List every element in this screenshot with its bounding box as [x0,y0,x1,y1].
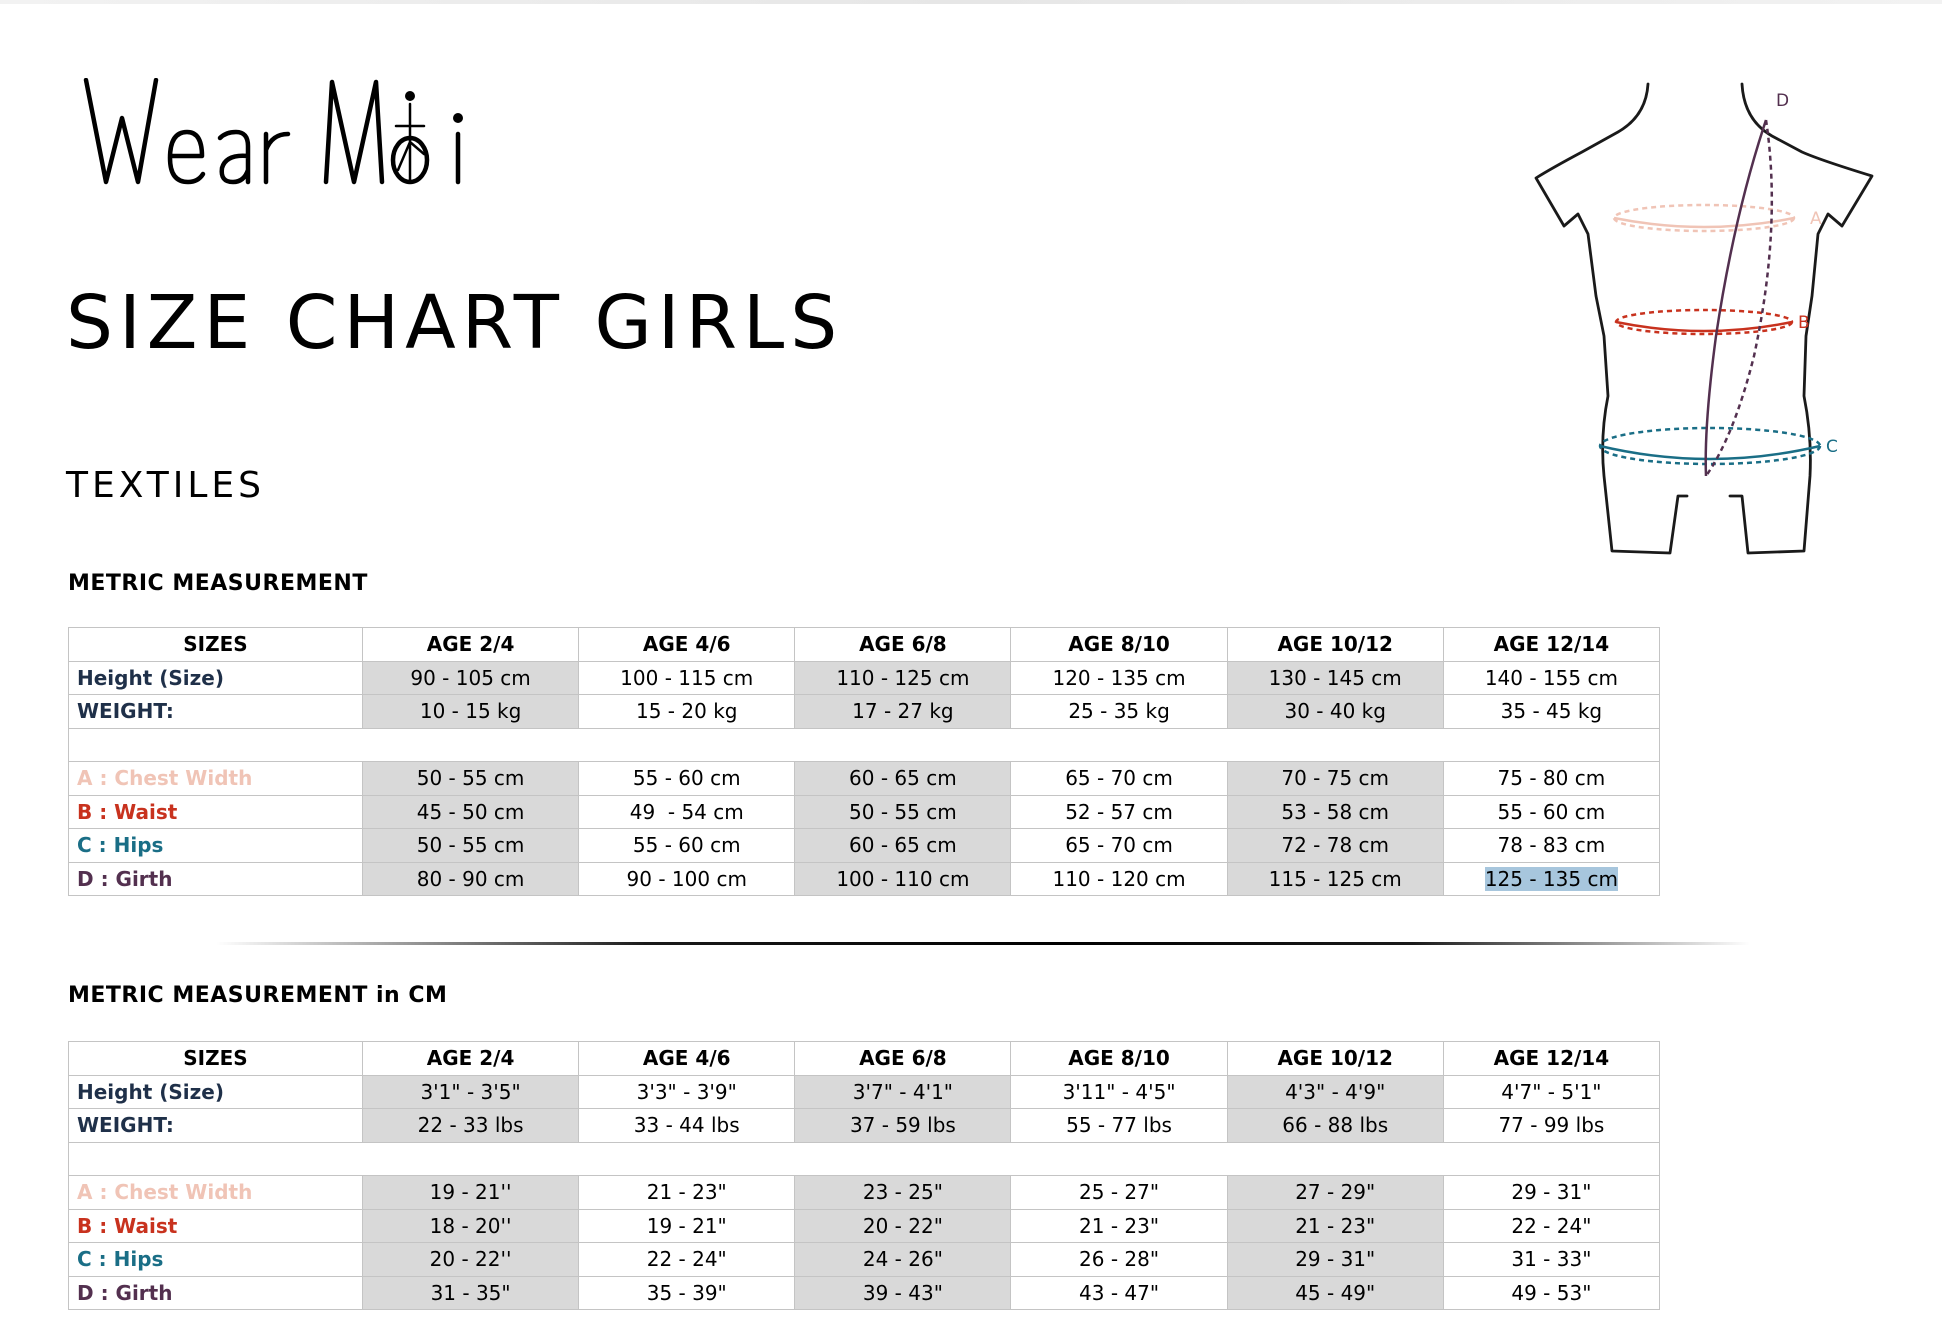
table-cell: 72 - 78 cm [1227,829,1443,863]
table-cell: 100 - 110 cm [795,862,1011,896]
table-cell: 100 - 115 cm [579,661,795,695]
table-cell: 17 - 27 kg [795,695,1011,729]
table-cell: 31 - 35" [363,1276,579,1310]
table-header-row [69,628,1660,662]
page-title: SIZE CHART GIRLS [66,280,844,366]
table-spacer-row [69,1142,1660,1176]
table-row [69,1276,1660,1310]
table-cell: 115 - 125 cm [1227,862,1443,896]
table-cell: 43 - 47" [1011,1276,1227,1310]
table-cell: 30 - 40 kg [1227,695,1443,729]
table-row [69,1176,1660,1210]
column-header: AGE 10/12 [1227,628,1443,662]
table-cell: 35 - 45 kg [1443,695,1659,729]
table-cell: 80 - 90 cm [363,862,579,896]
table-cell: 140 - 155 cm [1443,661,1659,695]
column-header: AGE 4/6 [579,1042,795,1076]
column-header: AGE 2/4 [363,628,579,662]
table-cell: 22 - 33 lbs [363,1109,579,1143]
table-cell: 20 - 22" [795,1209,1011,1243]
section-divider [216,942,1750,945]
category-title: TEXTILES [66,465,266,506]
table-cell: 60 - 65 cm [795,762,1011,796]
table-cell: 55 - 60 cm [1443,795,1659,829]
table-row [69,1243,1660,1277]
table-cell: 33 - 44 lbs [579,1109,795,1143]
table-cell: 110 - 120 cm [1011,862,1227,896]
figure-label-a: A [1810,209,1822,229]
table-cell: 49 - 54 cm [579,795,795,829]
table-cell: 22 - 24" [579,1243,795,1277]
table-cell: 65 - 70 cm [1011,829,1227,863]
table-cell: 15 - 20 kg [579,695,795,729]
row-label-girth: D : Girth [69,862,363,896]
table-header-row [69,1042,1660,1076]
table-row [69,862,1660,896]
table-cell: 19 - 21" [579,1209,795,1243]
table-cell: 65 - 70 cm [1011,762,1227,796]
table-cell: 10 - 15 kg [363,695,579,729]
table-spacer-row [69,728,1660,762]
table-cell: 55 - 60 cm [579,829,795,863]
column-header: AGE 8/10 [1011,628,1227,662]
table-cell: 26 - 28" [1011,1243,1227,1277]
table-row [69,1109,1660,1143]
column-header: SIZES [69,1042,363,1076]
table-cell: 19 - 21'' [363,1176,579,1210]
metric-size-table [68,627,1660,896]
brand-logo [80,78,480,188]
table-cell: 21 - 23" [579,1176,795,1210]
table-cell: 3'3" - 3'9" [579,1075,795,1109]
table-cell: 27 - 29" [1227,1176,1443,1210]
table-row [69,1209,1660,1243]
row-label-girth: D : Girth [69,1276,363,1310]
table-cell: 35 - 39" [579,1276,795,1310]
column-header: AGE 6/8 [795,1042,1011,1076]
table-cell: 3'11" - 4'5" [1011,1075,1227,1109]
imperial-table-heading: METRIC MEASUREMENT in CM [68,983,448,1008]
row-label-chest: A : Chest Width [69,1176,363,1210]
row-label-chest: A : Chest Width [69,762,363,796]
table-cell: 22 - 24" [1443,1209,1659,1243]
table-row [69,1075,1660,1109]
table-cell: 24 - 26" [795,1243,1011,1277]
table-cell: 4'7" - 5'1" [1443,1075,1659,1109]
table-cell: 29 - 31" [1227,1243,1443,1277]
row-label-height: Height (Size) [69,1075,363,1109]
table-row [69,661,1660,695]
table-cell: 110 - 125 cm [795,661,1011,695]
table-cell: 52 - 57 cm [1011,795,1227,829]
table-row [69,795,1660,829]
table-cell: 55 - 60 cm [579,762,795,796]
table-row [69,762,1660,796]
table-cell: 3'1" - 3'5" [363,1075,579,1109]
figure-label-c: C [1826,437,1838,457]
column-header: AGE 2/4 [363,1042,579,1076]
table-cell: 29 - 31" [1443,1176,1659,1210]
table-cell: 25 - 35 kg [1011,695,1227,729]
table-cell: 50 - 55 cm [363,829,579,863]
table-cell: 78 - 83 cm [1443,829,1659,863]
table-cell: 70 - 75 cm [1227,762,1443,796]
row-label-height: Height (Size) [69,661,363,695]
row-label-hips: C : Hips [69,829,363,863]
table-cell: 23 - 25" [795,1176,1011,1210]
table-cell: 77 - 99 lbs [1443,1109,1659,1143]
column-header: AGE 6/8 [795,628,1011,662]
column-header: AGE 12/14 [1443,1042,1659,1076]
column-header: AGE 12/14 [1443,628,1659,662]
top-border-line [0,0,1942,4]
table-cell: 120 - 135 cm [1011,661,1227,695]
body-measurement-figure [1520,76,1890,562]
table-row [69,695,1660,729]
row-label-waist: B : Waist [69,1209,363,1243]
table-cell: 90 - 105 cm [363,661,579,695]
column-header: SIZES [69,628,363,662]
table-row [69,829,1660,863]
table-cell: 37 - 59 lbs [795,1109,1011,1143]
table-cell: 3'7" - 4'1" [795,1075,1011,1109]
table-cell: 18 - 20'' [363,1209,579,1243]
table-cell: 50 - 55 cm [795,795,1011,829]
table-cell: 49 - 53" [1443,1276,1659,1310]
table-cell: 53 - 58 cm [1227,795,1443,829]
table-cell: 25 - 27" [1011,1176,1227,1210]
selected-text-highlight[interactable]: 125 - 135 cm [1484,866,1618,891]
column-header: AGE 8/10 [1011,1042,1227,1076]
table-cell: 45 - 49" [1227,1276,1443,1310]
metric-table-heading: METRIC MEASUREMENT [68,571,368,596]
table-cell: 66 - 88 lbs [1227,1109,1443,1143]
table-cell: 55 - 77 lbs [1011,1109,1227,1143]
column-header: AGE 4/6 [579,628,795,662]
table-cell: 20 - 22'' [363,1243,579,1277]
figure-label-b: B [1798,313,1810,333]
table-cell: 60 - 65 cm [795,829,1011,863]
table-cell: 75 - 80 cm [1443,762,1659,796]
row-label-hips: C : Hips [69,1243,363,1277]
table-cell: 21 - 23" [1227,1209,1443,1243]
table-cell: 45 - 50 cm [363,795,579,829]
table-cell: 50 - 55 cm [363,762,579,796]
row-label-waist: B : Waist [69,795,363,829]
table-cell-selected[interactable] [1443,862,1659,896]
table-cell: 90 - 100 cm [579,862,795,896]
table-cell: 21 - 23" [1011,1209,1227,1243]
imperial-size-table [68,1041,1660,1310]
table-cell: 130 - 145 cm [1227,661,1443,695]
table-cell: 31 - 33" [1443,1243,1659,1277]
row-label-weight: WEIGHT: [69,695,363,729]
row-label-weight: WEIGHT: [69,1109,363,1143]
table-cell: 4'3" - 4'9" [1227,1075,1443,1109]
table-cell: 39 - 43" [795,1276,1011,1310]
column-header: AGE 10/12 [1227,1042,1443,1076]
figure-label-d: D [1776,91,1790,111]
